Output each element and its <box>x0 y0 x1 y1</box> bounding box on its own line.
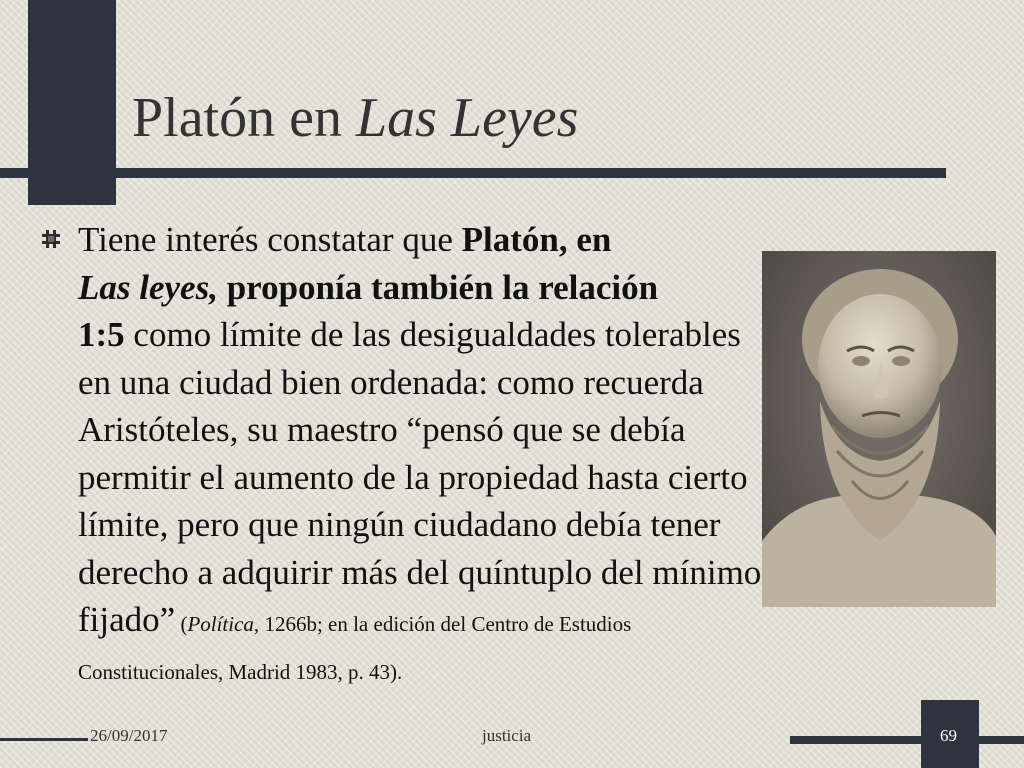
plato-bust-image <box>762 251 996 607</box>
citation-part: ( <box>175 612 188 636</box>
citation-part: 1266b; en la edición del Centro de Estudios Constitucionales, Madrid 1983, p. 43). <box>78 612 632 684</box>
footer-date: 26/09/2017 <box>90 726 168 745</box>
footer-line-left <box>0 738 88 741</box>
title-text: Platón en <box>132 87 356 149</box>
body-bold-part: Platón, en <box>461 220 612 259</box>
bullet-text <box>78 216 768 691</box>
body-text-part: Tiene interés constatar que <box>78 220 462 259</box>
body-text-part: como límite de las desigualdades tolerables en una ciudad bien ordenada: como recuerda Aristóteles, su maestro “pensó que se debía permitir el aumento de la propiedad hasta cierto límite, pero que ningún ciudadano debía tener derecho a adquirir más del quíntuplo del mínimo fijado” <box>78 315 762 639</box>
slide-title <box>132 88 578 150</box>
square-bullet-icon <box>40 228 62 250</box>
title-underline <box>0 168 946 178</box>
title-italic-text: Las Leyes <box>355 87 579 149</box>
footer-line-right <box>790 736 1024 744</box>
citation-italic: Política, <box>187 612 260 636</box>
footer-title: justicia <box>482 726 532 745</box>
page-number: 69 <box>940 726 957 745</box>
body-bold-italic-part: Las leyes, <box>78 267 218 307</box>
body-bold-part: 1:5 <box>78 315 125 354</box>
body-bold-part: proponía también la relación <box>217 267 659 307</box>
